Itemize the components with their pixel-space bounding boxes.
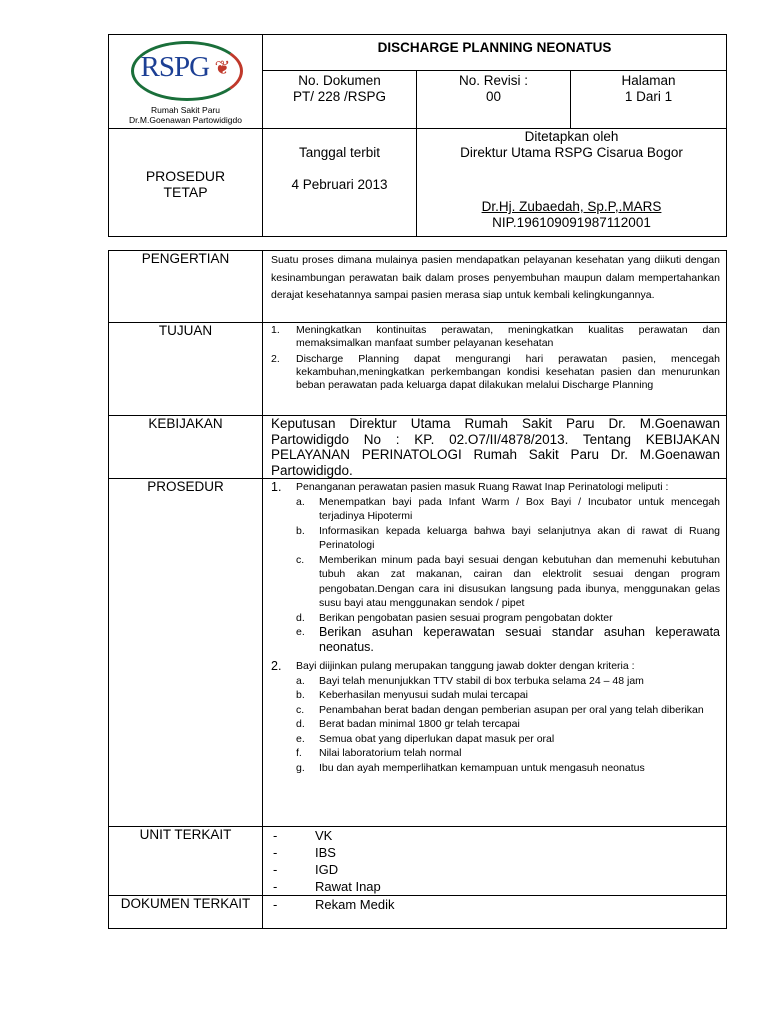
logo-cell <box>109 35 263 129</box>
row-prosedur <box>109 479 727 827</box>
list-item: e. Berikan asuhan keperawatan sesuai standar asuhan keperawata neonatus. <box>296 625 720 654</box>
list-item: a. Menempatkan bayi pada Infant Warm / Box Bayi / Incubator untuk mencegah terjadinya Hipotermi <box>296 495 720 522</box>
list-item: d. Berat badan minimal 1800 gr telah tercapai <box>296 718 520 730</box>
row-kebijakan <box>109 416 727 479</box>
list-item: g. Ibu dan ayah memperlihatkan kemampuan untuk mengasuh neonatus <box>296 761 645 774</box>
revision-cell: No. Revisi : 00 <box>417 71 571 129</box>
list-unit-terkait <box>263 827 727 896</box>
lung-icon: ❦ <box>214 58 231 79</box>
label-tujuan: TUJUAN <box>109 323 263 416</box>
signatory-nip: NIP.196109091987112001 <box>492 215 651 230</box>
list-item: b. Keberhasilan menyusui sudah mulai tercapai <box>296 689 528 701</box>
label-prosedur: PROSEDUR <box>109 479 263 827</box>
list-item: - Rekam Medik <box>273 897 395 912</box>
label-kebijakan: KEBIJAKAN <box>109 416 263 479</box>
row-tujuan <box>109 323 727 416</box>
label-dokumen-terkait: DOKUMEN TERKAIT <box>109 896 263 929</box>
label-pengertian: PENGERTIAN <box>109 251 263 323</box>
document-title: DISCHARGE PLANNING NEONATUS <box>263 35 727 71</box>
approval-cell: Ditetapkan oleh Direktur Utama RSPG Cisarua Bogor Dr.Hj. Zubaedah, Sp.P,.MARS NIP.196109091987112001 <box>417 129 727 237</box>
hospital-name: Rumah Sakit Paru Dr.M.Goenawan Partowidigdo <box>129 105 242 125</box>
list-item: c. Penambahan berat badan dengan pemberian asupan per oral yang telah diberikan <box>296 703 704 716</box>
issue-date-cell: Tanggal terbit 4 Pebruari 2013 <box>263 129 417 237</box>
hospital-logo <box>127 39 245 101</box>
label-unit-terkait: UNIT TERKAIT <box>109 827 263 896</box>
doc-number-cell: No. Dokumen PT/ 228 /RSPG <box>263 71 417 129</box>
procedure-type-cell: PROSEDUR TETAP <box>109 129 263 237</box>
list-item: - Rawat Inap <box>273 879 381 894</box>
signatory-name: Dr.Hj. Zubaedah, Sp.P,.MARS <box>481 199 662 214</box>
text-pengertian: Suatu proses dimana mulainya pasien mendapatkan pelayanan kesehatan yang diikuti dengan kesinambungan perawatan baik dalam proses penyembuhan maupun dalam mempertahankan derajat kesehatannya sampai pasien merasa siap untuk kembali kelingkungannya. <box>263 251 727 323</box>
header-table <box>108 34 727 237</box>
list-item: a. Bayi telah menunjukkan TTV stabil di box terbuka selama 24 – 48 jam <box>296 674 644 687</box>
list-item: - IBS <box>273 845 336 860</box>
list-item: f. Nilai laboratorium telah normal <box>296 747 462 759</box>
row-unit-terkait <box>109 827 727 896</box>
content-table <box>108 250 727 929</box>
list-item: e. Semua obat yang diperlukan dapat masuk per oral <box>296 732 555 745</box>
logo-text: RSPG <box>140 51 210 83</box>
list-item: 2. Bayi diijinkan pulang merupakan tanggung jawab dokter dengan kriteria : <box>271 659 635 673</box>
list-item: 2. Discharge Planning dapat mengurangi hari perawatan pasien, mencegah kekambuhan,meningkatkan perkembangan kondisi kesehatan pasien dan menurunkan beban perawatan pada keluarga dapat dilakukan melalui Discharge Planning <box>271 353 720 391</box>
list-item: - VK <box>273 828 333 843</box>
list-dokumen-terkait <box>263 896 727 929</box>
row-dokumen-terkait <box>109 896 727 929</box>
list-item: c. Memberikan minum pada bayi sesuai dengan kebutuhan dan memenuhi kebutuhan tubuh akan zat makanan, cairan dan elektrolit sesuai dengan program pengobatan.Dengan cara ini disusukan langsung pada ibunya, menggunakan gelas susu bayi atau menggunakan sendok / pipet <box>296 553 720 609</box>
list-item: 1. Meningkatkan kontinuitas perawatan, meningkatkan kualitas perawatan dan memaksimalkan manfaat sumber pelayanan kesehatan <box>271 324 720 349</box>
list-item: 1. Penanganan perawatan pasien masuk Ruang Rawat Inap Perinatologi meliputi : <box>271 480 669 494</box>
text-kebijakan: Keputusan Direktur Utama Rumah Sakit Paru Dr. M.Goenawan Partowidigdo No : KP. 02.O7/II/4878/2013. Tentang KEBIJAKAN PELAYANAN PERINATOLOGI Rumah Sakit Paru Dr. M.Goenawan Partowidigdo. <box>263 416 727 479</box>
list-prosedur <box>263 479 727 827</box>
page-cell: Halaman 1 Dari 1 <box>571 71 727 129</box>
list-item: - IGD <box>273 862 339 877</box>
row-pengertian <box>109 251 727 323</box>
list-item: b. Informasikan kepada keluarga bahwa bayi selanjutnya akan di rawat di Ruang Perinatologi <box>296 524 720 551</box>
list-tujuan <box>263 323 727 416</box>
list-item: d. Berikan pengobatan pasien sesuai program pengobatan dokter <box>296 611 613 624</box>
